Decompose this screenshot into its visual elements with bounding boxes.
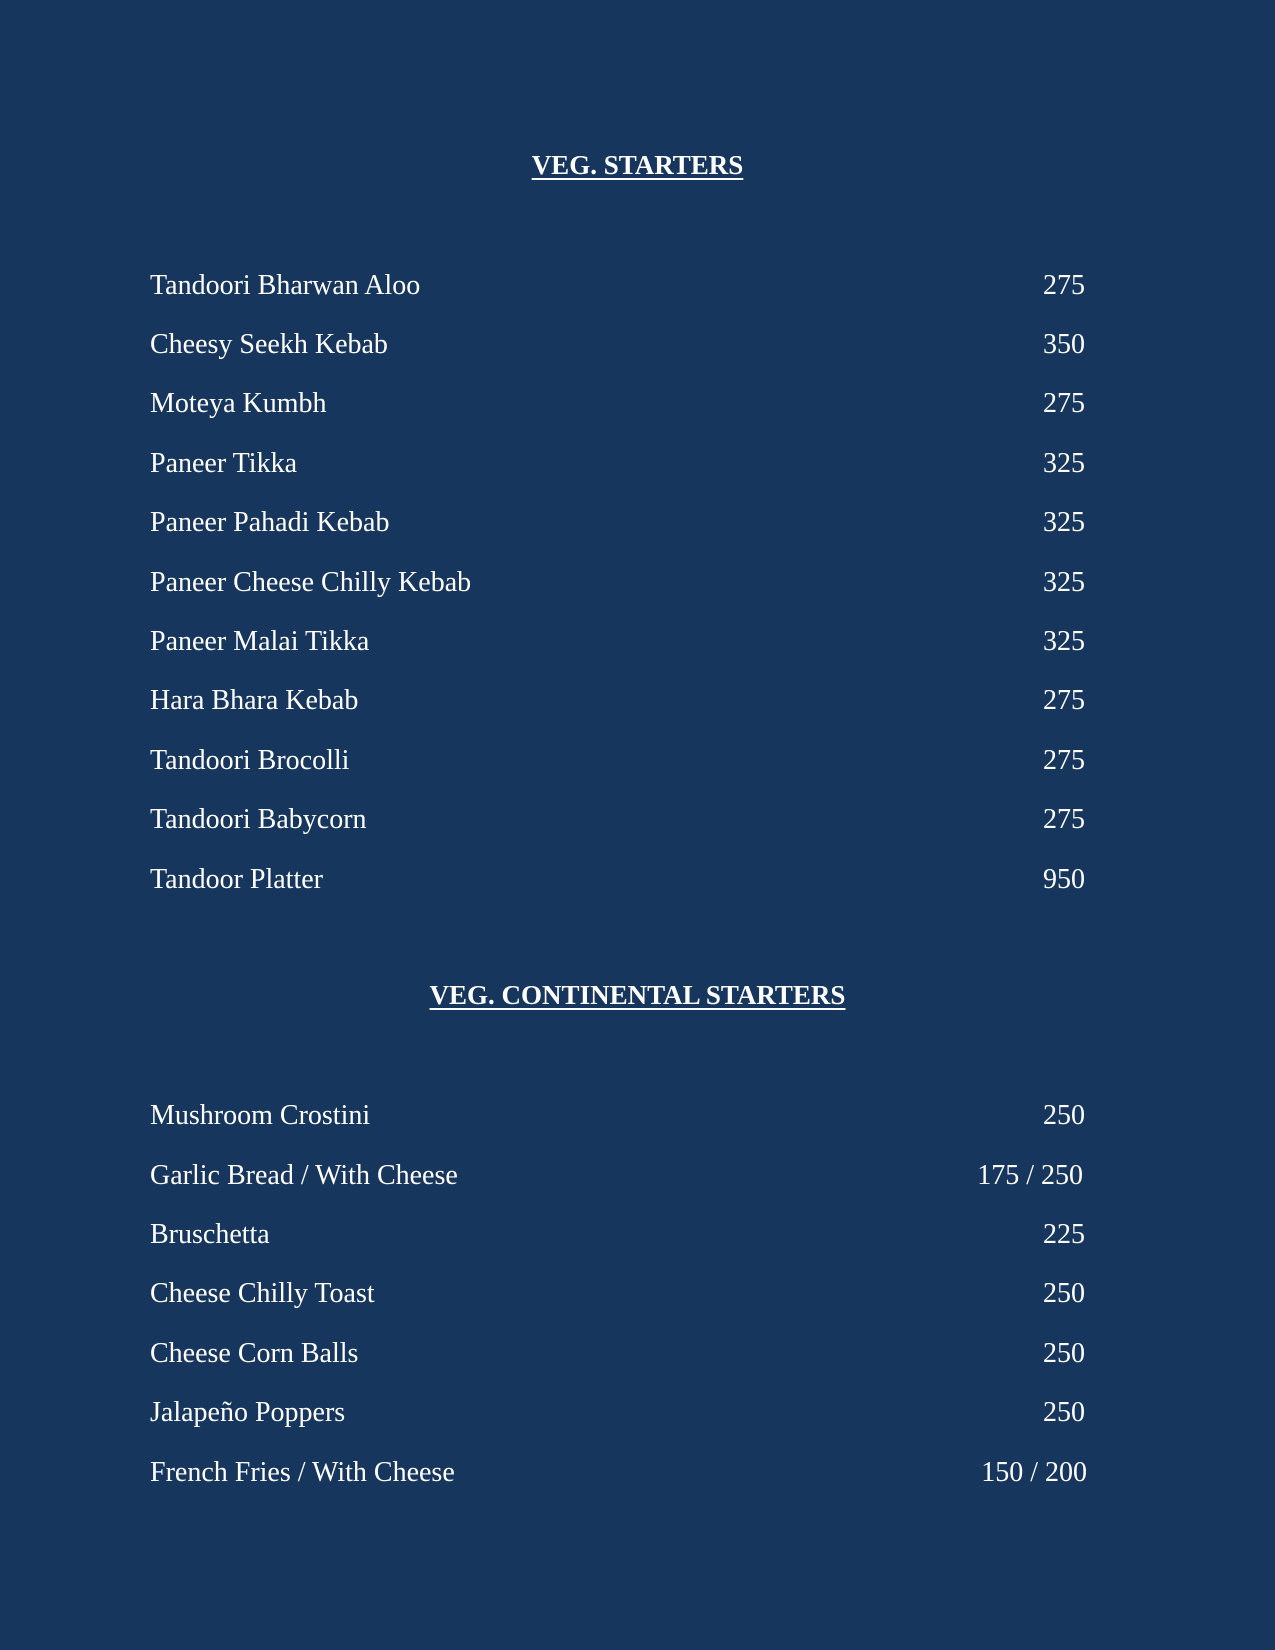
menu-item (150, 563, 1085, 603)
item-price: 950 (1043, 864, 1085, 895)
item-price: 275 (1043, 388, 1085, 419)
item-name: Tandoori Bharwan Aloo (150, 270, 421, 301)
menu-item (150, 503, 1085, 543)
menu-item (150, 1453, 1085, 1493)
item-name: Hara Bhara Kebab (150, 685, 359, 716)
menu-item (150, 325, 1085, 365)
item-price: 325 (1043, 626, 1085, 657)
item-price: 250 (1043, 1397, 1085, 1428)
item-name: Paneer Pahadi Kebab (150, 507, 390, 538)
menu-item (150, 444, 1085, 484)
menu-item (150, 1156, 1085, 1196)
item-name: Mushroom Crostini (150, 1100, 371, 1131)
item-price: 150 / 200 (981, 1457, 1087, 1488)
item-price: 250 (1043, 1278, 1085, 1309)
item-price: 250 (1043, 1338, 1085, 1369)
menu-item (150, 1215, 1085, 1255)
item-name: Tandoori Babycorn (150, 804, 367, 835)
item-name: Garlic Bread / With Cheese (150, 1160, 458, 1191)
item-name: Moteya Kumbh (150, 388, 327, 419)
item-price: 250 (1043, 1100, 1085, 1131)
item-price: 175 / 250 (977, 1160, 1083, 1191)
item-price: 275 (1043, 685, 1085, 716)
menu-item (150, 800, 1085, 840)
item-price: 275 (1043, 804, 1085, 835)
item-name: Tandoor Platter (150, 864, 323, 895)
item-price: 325 (1043, 448, 1085, 479)
item-name: Cheese Chilly Toast (150, 1278, 375, 1309)
menu-item (150, 741, 1085, 781)
item-price: 325 (1043, 567, 1085, 598)
menu-item (150, 1274, 1085, 1314)
item-price: 275 (1043, 745, 1085, 776)
menu-item (150, 1334, 1085, 1374)
item-price: 275 (1043, 270, 1085, 301)
menu-item (150, 681, 1085, 721)
item-name: Cheesy Seekh Kebab (150, 329, 388, 360)
menu-item (150, 860, 1085, 900)
item-name: Bruschetta (150, 1219, 270, 1250)
menu-item (150, 1096, 1085, 1136)
item-price: 325 (1043, 507, 1085, 538)
item-name: Paneer Tikka (150, 448, 297, 479)
item-price: 225 (1043, 1219, 1085, 1250)
item-name: French Fries / With Cheese (150, 1457, 455, 1488)
item-name: Cheese Corn Balls (150, 1338, 359, 1369)
menu-item (150, 384, 1085, 424)
section-title-veg-starters: VEG. STARTERS (531, 150, 744, 180)
menu-item (150, 266, 1085, 306)
section-title-veg-continental-starters: VEG. CONTINENTAL STARTERS (429, 980, 846, 1010)
menu-item (150, 1393, 1085, 1433)
menu-item (150, 622, 1085, 662)
item-price: 350 (1043, 329, 1085, 360)
item-name: Paneer Malai Tikka (150, 626, 370, 657)
item-name: Tandoori Brocolli (150, 745, 350, 776)
item-name: Jalapeño Poppers (150, 1397, 346, 1428)
item-name: Paneer Cheese Chilly Kebab (150, 567, 472, 598)
